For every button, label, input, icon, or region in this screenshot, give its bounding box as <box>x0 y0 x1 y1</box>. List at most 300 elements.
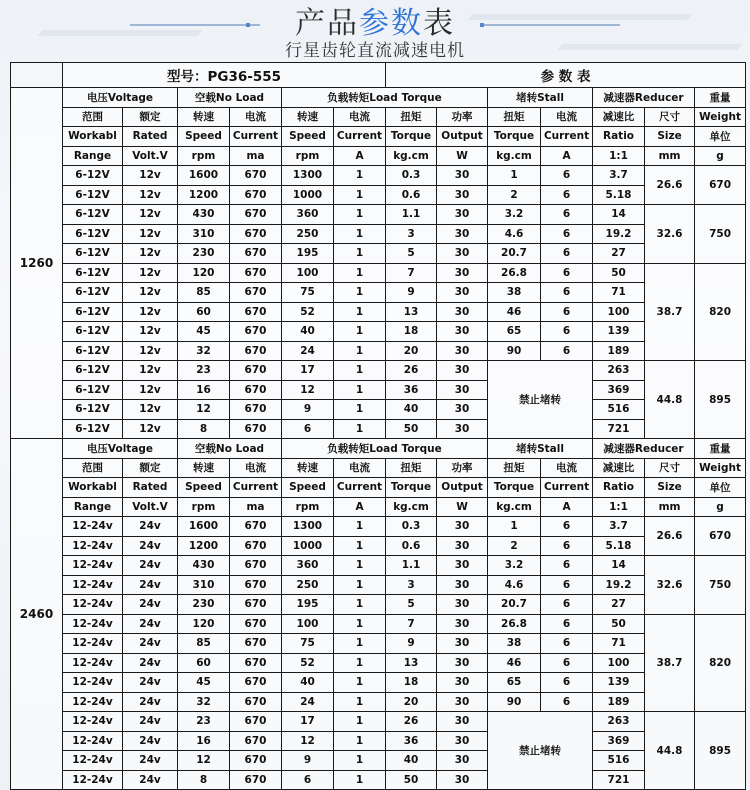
header-current: 电流 <box>230 107 282 127</box>
header-load-current: 电流 <box>334 458 386 478</box>
header-load-torque: 扭矩 <box>386 107 437 127</box>
cell-ratio: 100 <box>593 302 645 322</box>
header-speed: 转速 <box>178 458 230 478</box>
cell-rated: 12v <box>123 263 178 283</box>
header-load-speed: 转速 <box>282 458 334 478</box>
cell-rated: 24v <box>123 517 178 537</box>
table-row <box>11 380 746 400</box>
cell-stall-current: 6 <box>541 575 593 595</box>
cell-ratio: 14 <box>593 556 645 576</box>
cell-current: 670 <box>230 634 282 654</box>
table-row <box>11 322 746 342</box>
group-header-no-load: 空载No Load <box>178 88 282 108</box>
cell-range: 12-24v <box>63 692 123 712</box>
cell-load-torque: 1.1 <box>386 556 437 576</box>
cell-stall-current: 6 <box>541 263 593 283</box>
cell-current: 670 <box>230 361 282 381</box>
cell-ratio: 19.2 <box>593 575 645 595</box>
cell-rated: 12v <box>123 224 178 244</box>
cell-speed: 23 <box>178 712 230 732</box>
cell-current: 670 <box>230 614 282 634</box>
header-output: 功率 <box>437 107 488 127</box>
group-header-stall: 堵转Stall <box>488 88 593 108</box>
group-header-load-torque: 负载转矩Load Torque <box>282 88 488 108</box>
cell-range: 12-24v <box>63 517 123 537</box>
cell-load-speed: 1000 <box>282 185 334 205</box>
cell-output: 30 <box>437 244 488 264</box>
cell-speed: 120 <box>178 263 230 283</box>
cell-load-torque: 9 <box>386 634 437 654</box>
header-size: 尺寸 <box>645 458 695 478</box>
table-row <box>11 634 746 654</box>
cell-stall-current: 6 <box>541 653 593 673</box>
cell-load-speed: 24 <box>282 341 334 361</box>
cell-stall-torque: 4.6 <box>488 575 541 595</box>
cell-current: 670 <box>230 517 282 537</box>
cell-load-torque: 20 <box>386 341 437 361</box>
cell-load-current: 1 <box>334 536 386 556</box>
params-label: 参 数 表 <box>386 63 746 88</box>
cell-stall-current: 6 <box>541 205 593 225</box>
header-current: Current <box>230 478 282 498</box>
cell-output: 30 <box>437 575 488 595</box>
cell-output: 30 <box>437 322 488 342</box>
table-row <box>11 731 746 751</box>
table-row <box>11 497 746 517</box>
cell-output: 30 <box>437 283 488 303</box>
cell-current: 670 <box>230 712 282 732</box>
group-header-stall: 堵转Stall <box>488 439 593 459</box>
cell-size: 38.7 <box>645 263 695 361</box>
cell-stall-torque: 1 <box>488 166 541 186</box>
group-header-weight: 重量 <box>695 88 746 108</box>
group-header-reducer: 减速器Reducer <box>593 439 695 459</box>
cell-current: 670 <box>230 302 282 322</box>
table-row <box>11 751 746 771</box>
table-row <box>11 556 746 576</box>
cell-ratio: 263 <box>593 712 645 732</box>
cell-ratio: 50 <box>593 263 645 283</box>
cell-size: 38.7 <box>645 614 695 712</box>
cell-range: 6-12V <box>63 166 123 186</box>
cell-load-current: 1 <box>334 770 386 790</box>
cell-current: 670 <box>230 224 282 244</box>
cell-load-torque: 0.3 <box>386 166 437 186</box>
header-size: 尺寸 <box>645 107 695 127</box>
motor-model-cell: 1260 <box>11 88 63 439</box>
table-row <box>11 575 746 595</box>
cell-speed: 12 <box>178 400 230 420</box>
cell-load-speed: 360 <box>282 556 334 576</box>
cell-stall-torque: 38 <box>488 283 541 303</box>
cell-load-speed: 195 <box>282 595 334 615</box>
cell-rated: 24v <box>123 634 178 654</box>
header-speed: rpm <box>178 497 230 517</box>
cell-current: 670 <box>230 575 282 595</box>
cell-speed: 16 <box>178 380 230 400</box>
cell-load-current: 1 <box>334 283 386 303</box>
cell-load-speed: 17 <box>282 712 334 732</box>
cell-stall-current: 6 <box>541 244 593 264</box>
cell-rated: 12v <box>123 205 178 225</box>
cell-load-torque: 36 <box>386 380 437 400</box>
header-speed: Speed <box>178 478 230 498</box>
cell-speed: 32 <box>178 341 230 361</box>
header-speed: rpm <box>178 146 230 166</box>
cell-stall-torque: 26.8 <box>488 263 541 283</box>
cell-load-current: 1 <box>334 302 386 322</box>
cell-stall-current: 6 <box>541 634 593 654</box>
header-rated: 额定 <box>123 458 178 478</box>
table-row <box>11 283 746 303</box>
cell-weight: 670 <box>695 517 746 556</box>
cell-output: 30 <box>437 751 488 771</box>
cell-output: 30 <box>437 614 488 634</box>
header-stall-torque: 扭矩 <box>488 107 541 127</box>
cell-current: 670 <box>230 244 282 264</box>
cell-load-speed: 100 <box>282 263 334 283</box>
cell-load-speed: 75 <box>282 634 334 654</box>
cell-weight: 670 <box>695 166 746 205</box>
cell-weight: 895 <box>695 361 746 439</box>
cell-range: 12-24v <box>63 751 123 771</box>
header-stall-current: A <box>541 497 593 517</box>
header-load-torque: Torque <box>386 478 437 498</box>
cell-ratio: 14 <box>593 205 645 225</box>
table-row <box>11 458 746 478</box>
cell-ratio: 369 <box>593 380 645 400</box>
header-load-speed: rpm <box>282 146 334 166</box>
cell-output: 30 <box>437 712 488 732</box>
cell-load-speed: 52 <box>282 653 334 673</box>
cell-load-current: 1 <box>334 244 386 264</box>
page-title: 产品参数表 <box>295 6 455 41</box>
table-row <box>11 419 746 439</box>
cell-current: 670 <box>230 166 282 186</box>
cell-load-speed: 9 <box>282 400 334 420</box>
cell-load-speed: 100 <box>282 614 334 634</box>
header-load-current: A <box>334 146 386 166</box>
cell-size: 44.8 <box>645 712 695 790</box>
cell-load-current: 1 <box>334 731 386 751</box>
cell-rated: 24v <box>123 692 178 712</box>
cell-load-current: 1 <box>334 751 386 771</box>
cell-ratio: 3.7 <box>593 166 645 186</box>
cell-rated: 12v <box>123 400 178 420</box>
cell-ratio: 27 <box>593 595 645 615</box>
header-size: Size <box>645 478 695 498</box>
cell-stall-current: 6 <box>541 302 593 322</box>
cell-weight: 820 <box>695 263 746 361</box>
cell-ratio: 263 <box>593 361 645 381</box>
cell-current: 670 <box>230 673 282 693</box>
header-stall-torque: kg.cm <box>488 146 541 166</box>
cell-stall-current: 6 <box>541 614 593 634</box>
cell-load-speed: 52 <box>282 302 334 322</box>
cell-load-torque: 9 <box>386 283 437 303</box>
cell-ratio: 3.7 <box>593 517 645 537</box>
table-row <box>11 517 746 537</box>
cell-load-torque: 18 <box>386 673 437 693</box>
cell-load-current: 1 <box>334 614 386 634</box>
cell-range: 6-12V <box>63 263 123 283</box>
header-stall-torque: Torque <box>488 127 541 147</box>
cell-output: 30 <box>437 185 488 205</box>
cell-ratio: 5.18 <box>593 536 645 556</box>
cell-load-torque: 3 <box>386 575 437 595</box>
cell-ratio: 189 <box>593 692 645 712</box>
cell-speed: 16 <box>178 731 230 751</box>
table-row <box>11 692 746 712</box>
cell-range: 12-24v <box>63 575 123 595</box>
header-stall-current: 电流 <box>541 458 593 478</box>
cell-output: 30 <box>437 302 488 322</box>
cell-range: 12-24v <box>63 653 123 673</box>
cell-load-torque: 40 <box>386 400 437 420</box>
header-output: W <box>437 146 488 166</box>
header-current: ma <box>230 146 282 166</box>
table-row <box>11 439 746 459</box>
cell-load-speed: 12 <box>282 731 334 751</box>
header-output: 功率 <box>437 458 488 478</box>
cell-stall-current: 6 <box>541 166 593 186</box>
cell-range: 12-24v <box>63 595 123 615</box>
header-weight: 单位 <box>695 478 746 498</box>
header-load-torque: kg.cm <box>386 497 437 517</box>
cell-load-speed: 360 <box>282 205 334 225</box>
cell-load-current: 1 <box>334 361 386 381</box>
table-row <box>11 205 746 225</box>
table-row <box>11 166 746 186</box>
cell-load-current: 1 <box>334 556 386 576</box>
cell-load-current: 1 <box>334 341 386 361</box>
cell-range: 12-24v <box>63 712 123 732</box>
cell-current: 670 <box>230 341 282 361</box>
header-current: ma <box>230 497 282 517</box>
header-ratio: Ratio <box>593 478 645 498</box>
cell-stall-torque: 2 <box>488 185 541 205</box>
cell-speed: 1600 <box>178 166 230 186</box>
cell-load-speed: 1300 <box>282 166 334 186</box>
cell-load-speed: 1000 <box>282 536 334 556</box>
cell-load-speed: 250 <box>282 575 334 595</box>
cell-load-current: 1 <box>334 419 386 439</box>
header-load-current: 电流 <box>334 107 386 127</box>
group-header-weight: 重量 <box>695 439 746 459</box>
cell-load-current: 1 <box>334 322 386 342</box>
cell-output: 30 <box>437 536 488 556</box>
cell-ratio: 189 <box>593 341 645 361</box>
cell-load-current: 1 <box>334 205 386 225</box>
table-row <box>11 263 746 283</box>
header-weight: Weight <box>695 458 746 478</box>
cell-current: 670 <box>230 322 282 342</box>
cell-ratio: 50 <box>593 614 645 634</box>
cell-load-current: 1 <box>334 166 386 186</box>
cell-ratio: 27 <box>593 244 645 264</box>
header-weight: Weight <box>695 107 746 127</box>
cell-load-torque: 0.3 <box>386 517 437 537</box>
header-ratio: 减速比 <box>593 458 645 478</box>
header-stall-current: Current <box>541 478 593 498</box>
cell-range: 12-24v <box>63 634 123 654</box>
header-rated: Volt.V <box>123 497 178 517</box>
cell-size: 44.8 <box>645 361 695 439</box>
cell-output: 30 <box>437 224 488 244</box>
cell-stall-current: 6 <box>541 224 593 244</box>
cell-speed: 1200 <box>178 536 230 556</box>
cell-range: 6-12V <box>63 205 123 225</box>
cell-stall-torque: 20.7 <box>488 244 541 264</box>
header-load-current: Current <box>334 127 386 147</box>
header-range: 范围 <box>63 107 123 127</box>
cell-load-torque: 1.1 <box>386 205 437 225</box>
cell-range: 6-12V <box>63 224 123 244</box>
table-row <box>11 127 746 147</box>
header-rated: Rated <box>123 478 178 498</box>
table-row <box>11 478 746 498</box>
cell-rated: 24v <box>123 536 178 556</box>
table-row <box>11 341 746 361</box>
header-range: Workabl <box>63 478 123 498</box>
cell-load-speed: 250 <box>282 224 334 244</box>
cell-size: 32.6 <box>645 205 695 264</box>
header-ratio: 1:1 <box>593 497 645 517</box>
cell-output: 30 <box>437 634 488 654</box>
table-row <box>11 185 746 205</box>
header-load-torque: 扭矩 <box>386 458 437 478</box>
header-range: Range <box>63 497 123 517</box>
cell-speed: 1600 <box>178 517 230 537</box>
cell-current: 670 <box>230 185 282 205</box>
cell-load-torque: 26 <box>386 712 437 732</box>
cell-stall-current: 6 <box>541 673 593 693</box>
cell-stall-torque: 2 <box>488 536 541 556</box>
cell-load-torque: 5 <box>386 595 437 615</box>
cell-rated: 24v <box>123 673 178 693</box>
table-row <box>11 361 746 381</box>
table-row <box>11 614 746 634</box>
cell-speed: 45 <box>178 673 230 693</box>
cell-weight: 820 <box>695 614 746 712</box>
cell-current: 670 <box>230 536 282 556</box>
cell-range: 6-12V <box>63 400 123 420</box>
cell-speed: 60 <box>178 302 230 322</box>
cell-load-torque: 40 <box>386 751 437 771</box>
cell-ratio: 139 <box>593 322 645 342</box>
cell-speed: 32 <box>178 692 230 712</box>
cell-rated: 24v <box>123 575 178 595</box>
cell-speed: 310 <box>178 224 230 244</box>
cell-ratio: 369 <box>593 731 645 751</box>
cell-stall-torque: 26.8 <box>488 614 541 634</box>
cell-output: 30 <box>437 361 488 381</box>
header-load-speed: Speed <box>282 127 334 147</box>
cell-load-torque: 13 <box>386 302 437 322</box>
cell-rated: 12v <box>123 341 178 361</box>
header-stall-torque: kg.cm <box>488 497 541 517</box>
cell-ratio: 19.2 <box>593 224 645 244</box>
cell-output: 30 <box>437 400 488 420</box>
cell-current: 670 <box>230 419 282 439</box>
cell-load-torque: 0.6 <box>386 185 437 205</box>
header-load-speed: rpm <box>282 497 334 517</box>
cell-current: 670 <box>230 263 282 283</box>
cell-stall-current: 6 <box>541 185 593 205</box>
spec-table <box>10 62 746 790</box>
cell-load-speed: 195 <box>282 244 334 264</box>
cell-range: 12-24v <box>63 556 123 576</box>
cell-load-current: 1 <box>334 400 386 420</box>
cell-load-speed: 6 <box>282 419 334 439</box>
cell-load-current: 1 <box>334 673 386 693</box>
cell-speed: 1200 <box>178 185 230 205</box>
header-load-current: A <box>334 497 386 517</box>
header-load-speed: Speed <box>282 478 334 498</box>
cell-speed: 430 <box>178 205 230 225</box>
cell-rated: 12v <box>123 244 178 264</box>
cell-current: 670 <box>230 205 282 225</box>
cell-stall-torque: 38 <box>488 634 541 654</box>
cell-speed: 230 <box>178 595 230 615</box>
table-row <box>11 224 746 244</box>
header-current: Current <box>230 127 282 147</box>
cell-range: 12-24v <box>63 536 123 556</box>
cell-speed: 430 <box>178 556 230 576</box>
cell-speed: 8 <box>178 770 230 790</box>
cell-stall-current: 6 <box>541 517 593 537</box>
cell-range: 6-12V <box>63 283 123 303</box>
cell-stall-current: 6 <box>541 322 593 342</box>
header-stall-torque: 扭矩 <box>488 458 541 478</box>
cell-rated: 12v <box>123 166 178 186</box>
header-output: Output <box>437 127 488 147</box>
cell-load-speed: 17 <box>282 361 334 381</box>
cell-size: 26.6 <box>645 166 695 205</box>
table-row <box>11 107 746 127</box>
header-load-speed: 转速 <box>282 107 334 127</box>
cell-current: 670 <box>230 556 282 576</box>
cell-range: 12-24v <box>63 673 123 693</box>
cell-load-speed: 40 <box>282 673 334 693</box>
cell-load-speed: 75 <box>282 283 334 303</box>
cell-stall-torque: 65 <box>488 322 541 342</box>
cell-output: 30 <box>437 517 488 537</box>
header-stall-current: A <box>541 146 593 166</box>
header-rated: 额定 <box>123 107 178 127</box>
cell-rated: 12v <box>123 380 178 400</box>
group-header-no-load: 空载No Load <box>178 439 282 459</box>
cell-output: 30 <box>437 770 488 790</box>
cell-ratio: 100 <box>593 653 645 673</box>
cell-stall-torque: 3.2 <box>488 556 541 576</box>
group-header-voltage: 电压Voltage <box>63 439 178 459</box>
table-row <box>11 88 746 108</box>
table-row <box>11 770 746 790</box>
header-load-current: Current <box>334 478 386 498</box>
cell-range: 12-24v <box>63 731 123 751</box>
header-range: 范围 <box>63 458 123 478</box>
header-size: mm <box>645 146 695 166</box>
cell-current: 670 <box>230 653 282 673</box>
cell-load-torque: 36 <box>386 731 437 751</box>
cell-load-speed: 40 <box>282 322 334 342</box>
cell-ratio: 71 <box>593 634 645 654</box>
cell-load-torque: 7 <box>386 263 437 283</box>
header-ratio: 1:1 <box>593 146 645 166</box>
cell-output: 30 <box>437 731 488 751</box>
table-row <box>11 595 746 615</box>
